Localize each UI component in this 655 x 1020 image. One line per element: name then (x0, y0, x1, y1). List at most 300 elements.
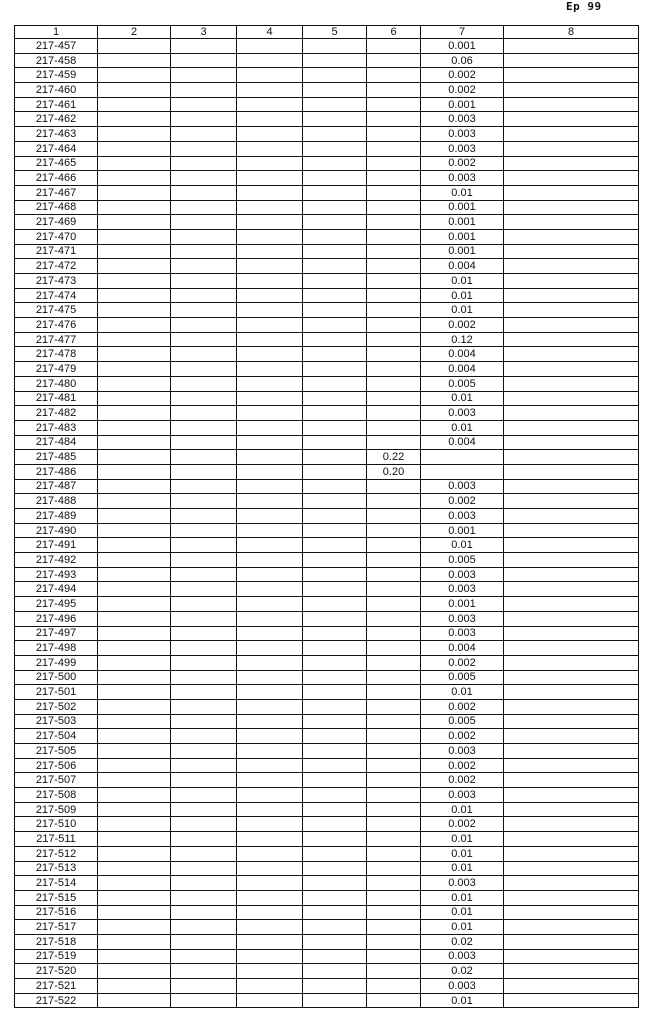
table-cell-col-3 (171, 979, 237, 994)
table-cell-col-1: 217-481 (15, 391, 98, 406)
table-cell-col-7: 0.003 (421, 788, 504, 803)
table-row (15, 259, 639, 274)
table-cell-col-4 (237, 582, 303, 597)
table-cell-col-3 (171, 127, 237, 142)
table-cell-col-1: 217-501 (15, 685, 98, 700)
table-cell-col-2 (98, 949, 171, 964)
table-cell-col-3 (171, 920, 237, 935)
table-cell-col-6 (367, 362, 421, 377)
table-cell-col-2 (98, 97, 171, 112)
table-cell-col-3 (171, 949, 237, 964)
table-cell-col-6 (367, 611, 421, 626)
table-cell-col-1: 217-459 (15, 68, 98, 83)
table-cell-col-1: 217-463 (15, 127, 98, 142)
table-cell-col-2 (98, 802, 171, 817)
table-cell-col-5 (303, 127, 367, 142)
table-cell-col-1: 217-497 (15, 626, 98, 641)
table-cell-col-1: 217-482 (15, 406, 98, 421)
table-cell-col-1: 217-491 (15, 538, 98, 553)
table-row (15, 215, 639, 230)
table-cell-col-2 (98, 215, 171, 230)
table-row (15, 670, 639, 685)
table-cell-col-4 (237, 171, 303, 186)
table-cell-col-4 (237, 993, 303, 1008)
table-cell-col-3 (171, 597, 237, 612)
table-cell-col-8 (504, 655, 639, 670)
table-cell-col-2 (98, 876, 171, 891)
table-row (15, 200, 639, 215)
table-cell-col-4 (237, 655, 303, 670)
table-cell-col-2 (98, 318, 171, 333)
table-cell-col-5 (303, 479, 367, 494)
table-cell-col-5 (303, 274, 367, 289)
table-row (15, 905, 639, 920)
table-cell-col-1: 217-505 (15, 744, 98, 759)
table-cell-col-5 (303, 729, 367, 744)
table-cell-col-8 (504, 420, 639, 435)
table-cell-col-8 (504, 523, 639, 538)
table-cell-col-1: 217-490 (15, 523, 98, 538)
table-cell-col-5 (303, 597, 367, 612)
table-cell-col-1: 217-488 (15, 494, 98, 509)
table-cell-col-7: 0.001 (421, 97, 504, 112)
table-row (15, 655, 639, 670)
table-cell-col-1: 217-486 (15, 464, 98, 479)
table-cell-col-5 (303, 39, 367, 54)
table-cell-col-7: 0.002 (421, 729, 504, 744)
table-cell-col-6 (367, 538, 421, 553)
table-cell-col-7: 0.001 (421, 244, 504, 259)
table-cell-col-7: 0.06 (421, 53, 504, 68)
table-cell-col-2 (98, 420, 171, 435)
table-cell-col-6 (367, 215, 421, 230)
table-row (15, 362, 639, 377)
table-cell-col-5 (303, 905, 367, 920)
table-cell-col-6 (367, 318, 421, 333)
table-cell-col-5 (303, 97, 367, 112)
table-cell-col-2 (98, 435, 171, 450)
table-cell-col-4 (237, 964, 303, 979)
table-row (15, 97, 639, 112)
table-cell-col-2 (98, 376, 171, 391)
table-cell-col-6 (367, 861, 421, 876)
table-cell-col-7: 0.002 (421, 699, 504, 714)
table-cell-col-7: 0.002 (421, 817, 504, 832)
table-cell-col-4 (237, 905, 303, 920)
table-cell-col-8 (504, 68, 639, 83)
table-cell-col-6 (367, 479, 421, 494)
table-cell-col-5 (303, 773, 367, 788)
table-cell-col-1: 217-479 (15, 362, 98, 377)
table-cell-col-7: 0.003 (421, 171, 504, 186)
table-cell-col-8 (504, 215, 639, 230)
table-cell-col-8 (504, 934, 639, 949)
table-cell-col-5 (303, 229, 367, 244)
table-cell-col-4 (237, 97, 303, 112)
table-cell-col-1: 217-522 (15, 993, 98, 1008)
table-cell-col-5 (303, 83, 367, 98)
table-cell-col-2 (98, 464, 171, 479)
table-cell-col-5 (303, 332, 367, 347)
table-row (15, 509, 639, 524)
table-cell-col-6 (367, 303, 421, 318)
table-cell-col-1: 217-515 (15, 890, 98, 905)
table-cell-col-7: 0.01 (421, 905, 504, 920)
table-cell-col-2 (98, 611, 171, 626)
table-cell-col-3 (171, 406, 237, 421)
table-cell-col-1: 217-507 (15, 773, 98, 788)
table-cell-col-4 (237, 288, 303, 303)
table-cell-col-7: 0.002 (421, 494, 504, 509)
table-cell-col-7: 0.01 (421, 685, 504, 700)
table-cell-col-5 (303, 156, 367, 171)
table-cell-col-3 (171, 215, 237, 230)
table-cell-col-6 (367, 876, 421, 891)
table-row (15, 479, 639, 494)
table-cell-col-5 (303, 185, 367, 200)
table-cell-col-7: 0.001 (421, 229, 504, 244)
table-cell-col-8 (504, 553, 639, 568)
table-cell-col-1: 217-521 (15, 979, 98, 994)
table-cell-col-8 (504, 890, 639, 905)
table-cell-col-7: 0.01 (421, 832, 504, 847)
table-cell-col-8 (504, 274, 639, 289)
table-cell-col-1: 217-494 (15, 582, 98, 597)
table-cell-col-8 (504, 964, 639, 979)
table-cell-col-2 (98, 391, 171, 406)
table-cell-col-2 (98, 479, 171, 494)
table-cell-col-5 (303, 670, 367, 685)
table-cell-col-6 (367, 68, 421, 83)
table-cell-col-6 (367, 846, 421, 861)
table-cell-col-8 (504, 538, 639, 553)
table-row (15, 685, 639, 700)
table-cell-col-6 (367, 758, 421, 773)
table-row (15, 699, 639, 714)
table-cell-col-5 (303, 832, 367, 847)
table-cell-col-4 (237, 83, 303, 98)
table-cell-col-5 (303, 699, 367, 714)
table-cell-col-3 (171, 141, 237, 156)
table-cell-col-7: 0.003 (421, 611, 504, 626)
table-cell-col-6 (367, 685, 421, 700)
table-cell-col-8 (504, 802, 639, 817)
table-row (15, 171, 639, 186)
table-cell-col-6 (367, 553, 421, 568)
table-cell-col-7: 0.002 (421, 758, 504, 773)
table-cell-col-4 (237, 744, 303, 759)
table-cell-col-5 (303, 538, 367, 553)
table-row (15, 567, 639, 582)
table-cell-col-1: 217-465 (15, 156, 98, 171)
table-cell-col-8 (504, 758, 639, 773)
table-row (15, 626, 639, 641)
table-cell-col-1: 217-471 (15, 244, 98, 259)
table-cell-col-4 (237, 479, 303, 494)
table-cell-col-8 (504, 141, 639, 156)
table-cell-col-4 (237, 318, 303, 333)
table-cell-col-3 (171, 259, 237, 274)
table-cell-col-3 (171, 934, 237, 949)
table-cell-col-8 (504, 83, 639, 98)
table-cell-col-4 (237, 376, 303, 391)
table-cell-col-6 (367, 979, 421, 994)
table-row (15, 729, 639, 744)
table-cell-col-8 (504, 156, 639, 171)
table-cell-col-7: 0.005 (421, 714, 504, 729)
table-cell-col-7: 0.01 (421, 303, 504, 318)
table-cell-col-6 (367, 406, 421, 421)
table-cell-col-5 (303, 376, 367, 391)
table-cell-col-6 (367, 244, 421, 259)
table-row (15, 53, 639, 68)
table-row (15, 538, 639, 553)
table-cell-col-4 (237, 406, 303, 421)
table-cell-col-1: 217-469 (15, 215, 98, 230)
table-cell-col-8 (504, 993, 639, 1008)
table-cell-col-5 (303, 406, 367, 421)
table-cell-col-7: 0.003 (421, 509, 504, 524)
table-cell-col-8 (504, 905, 639, 920)
table-cell-col-6 (367, 229, 421, 244)
table-cell-col-4 (237, 464, 303, 479)
table-cell-col-2 (98, 362, 171, 377)
table-cell-col-7: 0.004 (421, 259, 504, 274)
table-cell-col-4 (237, 141, 303, 156)
table-cell-col-1: 217-516 (15, 905, 98, 920)
table-cell-col-2 (98, 229, 171, 244)
table-cell-col-3 (171, 523, 237, 538)
table-cell-col-7: 0.002 (421, 156, 504, 171)
table-cell-col-1: 217-457 (15, 39, 98, 54)
table-cell-col-5 (303, 435, 367, 450)
table-row (15, 229, 639, 244)
table-cell-col-7: 0.004 (421, 641, 504, 656)
table-row (15, 127, 639, 142)
table-cell-col-8 (504, 670, 639, 685)
table-cell-col-7: 0.003 (421, 744, 504, 759)
table-cell-col-7: 0.002 (421, 83, 504, 98)
table-cell-col-2 (98, 523, 171, 538)
table-cell-col-3 (171, 567, 237, 582)
table-cell-col-7: 0.01 (421, 185, 504, 200)
table-cell-col-3 (171, 626, 237, 641)
table-cell-col-1: 217-519 (15, 949, 98, 964)
table-cell-col-1: 217-512 (15, 846, 98, 861)
table-cell-col-5 (303, 112, 367, 127)
table-cell-col-4 (237, 714, 303, 729)
table-cell-col-8 (504, 979, 639, 994)
table-cell-col-2 (98, 920, 171, 935)
table-cell-col-5 (303, 876, 367, 891)
table-cell-col-1: 217-511 (15, 832, 98, 847)
table-cell-col-3 (171, 890, 237, 905)
table-cell-col-4 (237, 567, 303, 582)
table-cell-col-6 (367, 523, 421, 538)
table-cell-col-7: 0.01 (421, 538, 504, 553)
table-cell-col-6 (367, 156, 421, 171)
table-cell-col-1: 217-472 (15, 259, 98, 274)
table-cell-col-2 (98, 567, 171, 582)
table-cell-col-3 (171, 420, 237, 435)
table-cell-col-2 (98, 729, 171, 744)
table-cell-col-5 (303, 53, 367, 68)
table-cell-col-7: 0.01 (421, 890, 504, 905)
table-cell-col-1: 217-508 (15, 788, 98, 803)
table-row (15, 523, 639, 538)
table-cell-col-8 (504, 832, 639, 847)
table-cell-col-4 (237, 788, 303, 803)
table-row (15, 993, 639, 1008)
table-cell-col-3 (171, 494, 237, 509)
table-cell-col-2 (98, 39, 171, 54)
table-cell-col-2 (98, 494, 171, 509)
table-cell-col-6 (367, 641, 421, 656)
table-row (15, 876, 639, 891)
table-cell-col-3 (171, 846, 237, 861)
column-header-5: 5 (303, 26, 367, 39)
table-cell-col-2 (98, 979, 171, 994)
table-cell-col-4 (237, 934, 303, 949)
column-header-2: 2 (98, 26, 171, 39)
table-row (15, 420, 639, 435)
table-cell-col-4 (237, 523, 303, 538)
column-header-8: 8 (504, 26, 639, 39)
table-row (15, 347, 639, 362)
table-cell-col-2 (98, 685, 171, 700)
table-cell-col-7: 0.01 (421, 846, 504, 861)
table-row (15, 391, 639, 406)
table-cell-col-6 (367, 597, 421, 612)
table-cell-col-8 (504, 229, 639, 244)
table-cell-col-8 (504, 876, 639, 891)
table-cell-col-7: 0.01 (421, 391, 504, 406)
table-cell-col-6 (367, 97, 421, 112)
table-cell-col-1: 217-458 (15, 53, 98, 68)
table-cell-col-1: 217-475 (15, 303, 98, 318)
table-cell-col-3 (171, 714, 237, 729)
table-cell-col-6 (367, 905, 421, 920)
table-cell-col-6 (367, 53, 421, 68)
table-row (15, 714, 639, 729)
table-cell-col-8 (504, 303, 639, 318)
table-cell-col-7: 0.003 (421, 112, 504, 127)
table-cell-col-4 (237, 200, 303, 215)
column-header-3: 3 (171, 26, 237, 39)
table-cell-col-1: 217-499 (15, 655, 98, 670)
table-cell-col-3 (171, 641, 237, 656)
table-cell-col-2 (98, 68, 171, 83)
table-cell-col-4 (237, 435, 303, 450)
table-cell-col-3 (171, 729, 237, 744)
table-cell-col-3 (171, 274, 237, 289)
table-cell-col-5 (303, 494, 367, 509)
table-cell-col-5 (303, 362, 367, 377)
table-cell-col-5 (303, 244, 367, 259)
table-cell-col-6 (367, 420, 421, 435)
table-cell-col-5 (303, 934, 367, 949)
table-cell-col-7: 0.003 (421, 626, 504, 641)
table-row (15, 376, 639, 391)
table-cell-col-8 (504, 509, 639, 524)
table-cell-col-8 (504, 846, 639, 861)
table-cell-col-6 (367, 699, 421, 714)
table-cell-col-4 (237, 597, 303, 612)
table-cell-col-3 (171, 670, 237, 685)
table-row (15, 979, 639, 994)
table-cell-col-8 (504, 699, 639, 714)
table-cell-col-2 (98, 112, 171, 127)
table-cell-col-8 (504, 406, 639, 421)
table-cell-col-2 (98, 127, 171, 142)
table-cell-col-8 (504, 53, 639, 68)
table-cell-col-4 (237, 450, 303, 465)
table-cell-col-2 (98, 626, 171, 641)
table-cell-col-8 (504, 200, 639, 215)
table-cell-col-5 (303, 318, 367, 333)
table-cell-col-7: 0.005 (421, 376, 504, 391)
table-cell-col-7: 0.01 (421, 274, 504, 289)
table-row (15, 934, 639, 949)
table-cell-col-3 (171, 479, 237, 494)
table-cell-col-2 (98, 406, 171, 421)
table-cell-col-7: 0.002 (421, 655, 504, 670)
table-cell-col-8 (504, 127, 639, 142)
table-cell-col-1: 217-464 (15, 141, 98, 156)
table-cell-col-8 (504, 641, 639, 656)
table-cell-col-4 (237, 274, 303, 289)
table-cell-col-3 (171, 582, 237, 597)
table-cell-col-3 (171, 699, 237, 714)
table-cell-col-1: 217-478 (15, 347, 98, 362)
table-cell-col-6 (367, 435, 421, 450)
table-cell-col-8 (504, 332, 639, 347)
table-cell-col-4 (237, 773, 303, 788)
table-cell-col-5 (303, 567, 367, 582)
table-cell-col-3 (171, 362, 237, 377)
table-cell-col-4 (237, 68, 303, 83)
table-cell-col-1: 217-483 (15, 420, 98, 435)
table-cell-col-1: 217-489 (15, 509, 98, 524)
table-cell-col-3 (171, 861, 237, 876)
table-cell-col-3 (171, 553, 237, 568)
table-row (15, 303, 639, 318)
table-cell-col-3 (171, 464, 237, 479)
table-cell-col-2 (98, 758, 171, 773)
table-cell-col-7: 0.003 (421, 479, 504, 494)
table-row (15, 39, 639, 54)
table-cell-col-5 (303, 744, 367, 759)
table-cell-col-3 (171, 97, 237, 112)
header-row (15, 26, 639, 39)
table-cell-col-4 (237, 861, 303, 876)
table-cell-col-8 (504, 949, 639, 964)
table-cell-col-4 (237, 332, 303, 347)
table-cell-col-7: 0.01 (421, 993, 504, 1008)
table-cell-col-4 (237, 259, 303, 274)
table-cell-col-5 (303, 758, 367, 773)
table-cell-col-8 (504, 288, 639, 303)
table-row (15, 890, 639, 905)
table-cell-col-6 (367, 171, 421, 186)
table-cell-col-1: 217-462 (15, 112, 98, 127)
table-cell-col-1: 217-496 (15, 611, 98, 626)
table-cell-col-6 (367, 729, 421, 744)
table-cell-col-5 (303, 655, 367, 670)
table-cell-col-7: 0.12 (421, 332, 504, 347)
table-cell-col-5 (303, 964, 367, 979)
table-cell-col-3 (171, 611, 237, 626)
